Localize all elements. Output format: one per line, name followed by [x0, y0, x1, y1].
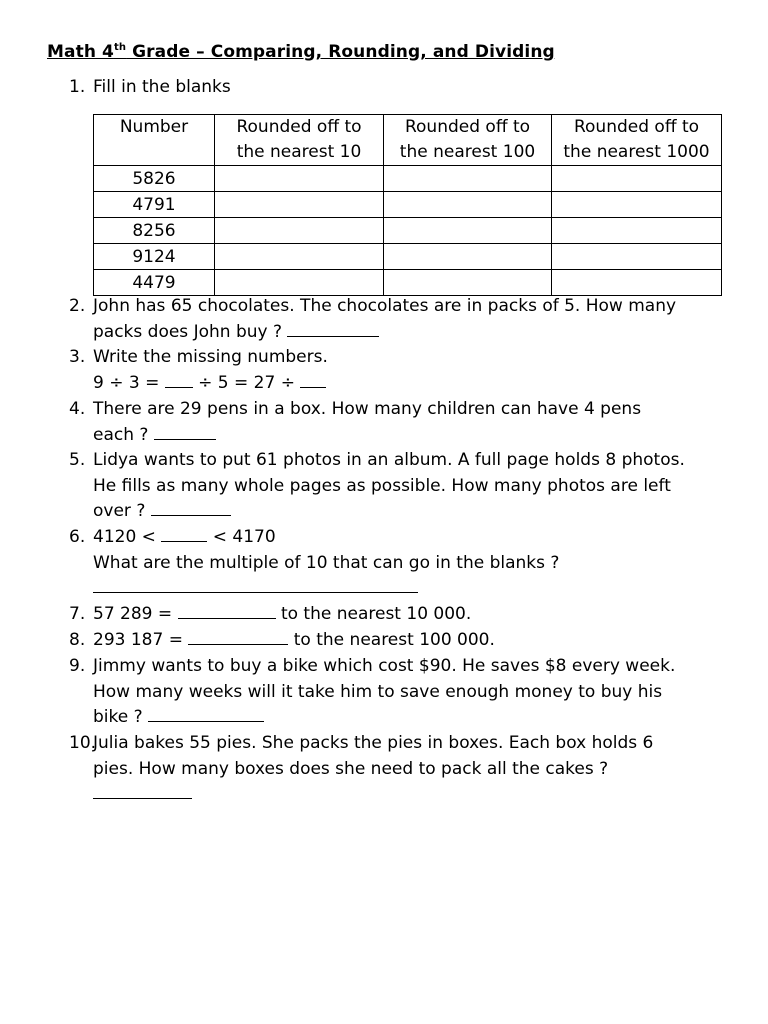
equation-text: 9 ÷ 3 =	[93, 372, 160, 393]
question-7	[69, 602, 729, 628]
answer-cell[interactable]	[552, 270, 722, 296]
table-row	[94, 218, 722, 244]
question-4	[69, 397, 729, 448]
header-line: the nearest 1000	[563, 142, 710, 162]
page-title	[47, 42, 555, 62]
rounding-table	[93, 114, 722, 296]
number-cell: 8256	[94, 218, 215, 244]
title-suffix: Grade – Comparing, Rounding, and Dividing	[126, 42, 555, 62]
question-number: 10.	[69, 733, 97, 753]
title-superscript: th	[113, 42, 127, 53]
table-row	[94, 244, 722, 270]
answer-cell[interactable]	[384, 192, 552, 218]
answer-blank[interactable]	[151, 500, 231, 516]
header-line: Rounded off to	[236, 117, 362, 137]
answer-cell[interactable]	[384, 166, 552, 192]
question-number: 8.	[69, 630, 86, 650]
question-text: each ?	[93, 424, 149, 445]
number-cell: 5826	[94, 166, 215, 192]
question-text: There are 29 pens in a box. How many children can have 4 pens	[93, 399, 642, 419]
header-line: the nearest 10	[236, 142, 362, 162]
question-text: to the nearest 100 000.	[293, 630, 495, 650]
question-text: bike ?	[93, 707, 143, 728]
answer-blank[interactable]	[93, 783, 192, 799]
answer-cell[interactable]	[552, 192, 722, 218]
equation-text: ÷ 5 = 27 ÷	[198, 372, 295, 393]
answer-cell[interactable]	[215, 218, 384, 244]
question-number: 2.	[69, 296, 86, 316]
number-cell: 4479	[94, 270, 215, 296]
question-number: 6.	[69, 527, 86, 547]
inequality-text: < 4170	[212, 527, 276, 547]
table-row	[94, 270, 722, 296]
question-text: pies. How many boxes does she need to pack all the cakes ?	[93, 758, 609, 779]
question-1	[69, 75, 729, 101]
question-10	[69, 731, 729, 808]
answer-blank[interactable]	[148, 706, 264, 722]
question-8	[69, 628, 729, 654]
question-text: Lidya wants to put 61 photos in an album. A full page holds 8 photos.	[93, 450, 685, 470]
table-header-row	[94, 115, 722, 166]
question-number: 3.	[69, 347, 86, 367]
answer-blank[interactable]	[287, 321, 379, 337]
answer-blank[interactable]	[165, 372, 193, 388]
answer-cell[interactable]	[552, 166, 722, 192]
question-text: 57 289 =	[93, 604, 173, 624]
answer-blank[interactable]	[300, 372, 326, 388]
title-prefix: Math 4	[47, 42, 114, 62]
header-nearest-100	[384, 115, 552, 166]
answer-cell[interactable]	[215, 244, 384, 270]
answer-blank[interactable]	[93, 577, 418, 593]
question-number: 9.	[69, 656, 86, 676]
answer-cell[interactable]	[384, 244, 552, 270]
question-text: Julia bakes 55 pies. She packs the pies in boxes. Each box holds 6	[93, 733, 654, 753]
header-line: Rounded off to	[404, 117, 531, 137]
number-cell: 9124	[94, 244, 215, 270]
question-text: Write the missing numbers.	[93, 347, 328, 367]
question-text: Jimmy wants to buy a bike which cost $90. He saves $8 every week.	[93, 656, 676, 676]
question-text: How many weeks will it take him to save enough money to buy his	[93, 681, 663, 702]
question-3	[69, 345, 729, 396]
answer-cell[interactable]	[384, 270, 552, 296]
question-text: 293 187 =	[93, 630, 183, 650]
question-number: 4.	[69, 399, 86, 419]
question-text: to the nearest 10 000.	[280, 604, 472, 624]
answer-blank[interactable]	[178, 603, 276, 619]
header-nearest-10	[215, 115, 384, 166]
header-number	[94, 115, 215, 166]
question-text: John has 65 chocolates. The chocolates are in packs of 5. How many	[93, 296, 677, 316]
question-5	[69, 448, 729, 525]
inequality-text: 4120 <	[93, 527, 156, 547]
question-text: packs does John buy ?	[93, 321, 282, 342]
question-text: Fill in the blanks	[93, 77, 231, 97]
question-number: 7.	[69, 604, 86, 624]
table-row	[94, 166, 722, 192]
answer-cell[interactable]	[215, 192, 384, 218]
question-6	[69, 525, 729, 602]
table-row	[94, 192, 722, 218]
question-text: over ?	[93, 501, 146, 522]
question-9	[69, 654, 729, 731]
header-line: Rounded off to	[573, 117, 700, 137]
answer-blank[interactable]	[161, 526, 207, 542]
question-text: What are the multiple of 10 that can go in the blanks ?	[93, 552, 560, 573]
answer-cell[interactable]	[552, 244, 722, 270]
header-line: the nearest 100	[399, 142, 536, 162]
number-cell: 4791	[94, 192, 215, 218]
answer-cell[interactable]	[384, 218, 552, 244]
answer-cell[interactable]	[215, 166, 384, 192]
header-nearest-1000	[552, 115, 722, 166]
question-2	[69, 294, 729, 345]
answer-blank[interactable]	[154, 424, 216, 440]
question-number: 1.	[69, 77, 86, 97]
question-text: He fills as many whole pages as possible. How many photos are left	[93, 475, 671, 496]
answer-blank[interactable]	[188, 629, 288, 645]
answer-cell[interactable]	[552, 218, 722, 244]
question-number: 5.	[69, 450, 86, 470]
header-line: Number	[119, 117, 189, 137]
answer-cell[interactable]	[215, 270, 384, 296]
